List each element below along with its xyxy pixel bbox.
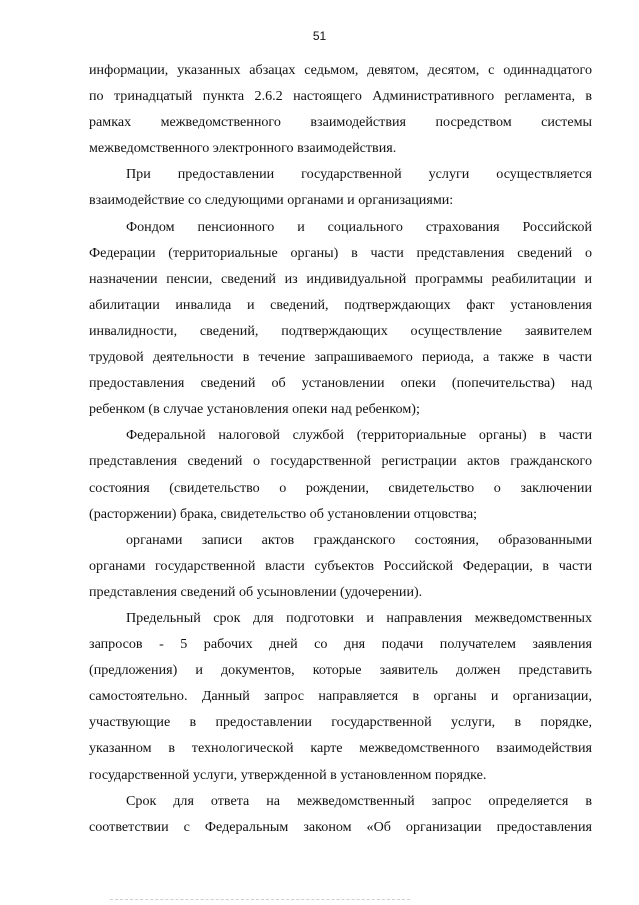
- paragraph: [89, 422, 592, 526]
- text-line: самостоятельно. Данный запрос направляется в органы и организации,: [89, 688, 592, 705]
- paragraph: [89, 788, 592, 840]
- text-line: межведомственного электронного взаимодействия.: [89, 140, 397, 157]
- paragraph: [89, 57, 592, 161]
- text-line: Федерации (территориальные органы) в части представления сведений о: [89, 244, 592, 261]
- text-line: (предложения) и документов, которые заявитель должен представить: [89, 662, 592, 679]
- text-line: представления сведений о государственной регистрации актов гражданского: [89, 453, 592, 470]
- text-line: запросов - 5 рабочих дней со дня подачи получателем заявления: [89, 636, 592, 653]
- paragraph: [89, 527, 592, 605]
- paragraph: [89, 605, 592, 788]
- text-line: государственной услуги, утвержденной в установленном порядке.: [89, 766, 487, 783]
- text-line: инвалидности, сведений, подтверждающих осуществление заявителем: [89, 322, 592, 339]
- text-line: Федеральной налоговой службой (территориальные органы) в части: [126, 427, 592, 444]
- scan-artifact-line: [110, 899, 410, 901]
- text-line: назначении пенсии, сведений из индивидуальной программы реабилитации и: [89, 270, 592, 287]
- text-line: органами государственной власти субъектов Российской Федерации, в части: [89, 557, 592, 574]
- document-body: [89, 57, 592, 840]
- text-line: состояния (свидетельство о рождении, свидетельство о заключении: [89, 479, 592, 496]
- text-line: соответствии с Федеральным законом «Об организации предоставления: [89, 818, 592, 835]
- paragraph: [89, 214, 592, 423]
- text-line: участвующие в предоставлении государственной услуги, в порядке,: [89, 714, 592, 731]
- text-line: информации, указанных абзацах седьмом, девятом, десятом, с одиннадцатого: [89, 62, 592, 78]
- text-line: Предельный срок для подготовки и направления межведомственных: [126, 609, 592, 626]
- text-line: взаимодействие со следующими органами и организациями:: [89, 192, 454, 209]
- text-line: трудовой деятельности в течение запрашиваемого периода, а также в части: [89, 349, 592, 366]
- paragraph: [89, 161, 592, 213]
- text-line: представления сведений об усыновлении (удочерении).: [89, 583, 423, 600]
- text-line: рамках межведомственного взаимодействия посредством системы: [89, 114, 592, 131]
- text-line: указанном в технологической карте межведомственного взаимодействия: [89, 740, 592, 757]
- text-line: Срок для ответа на межведомственный запрос определяется в: [126, 792, 592, 809]
- text-line: органами записи актов гражданского состояния, образованными: [126, 531, 592, 548]
- text-line: (расторжении) брака, свидетельство об установлении отцовства;: [89, 505, 478, 522]
- page-number: 51: [312, 29, 327, 43]
- text-line: Фондом пенсионного и социального страхования Российской: [126, 218, 592, 235]
- text-line: ребенком (в случае установления опеки над ребенком);: [89, 401, 420, 418]
- text-line: При предоставлении государственной услуги осуществляется: [126, 166, 592, 183]
- text-line: предоставления сведений об установлении опеки (попечительства) над: [89, 375, 592, 392]
- text-line: по тринадцатый пункта 2.6.2 настоящего Административного регламента, в: [89, 88, 592, 105]
- text-line: абилитации инвалида и сведений, подтверждающих факт установления: [89, 296, 592, 313]
